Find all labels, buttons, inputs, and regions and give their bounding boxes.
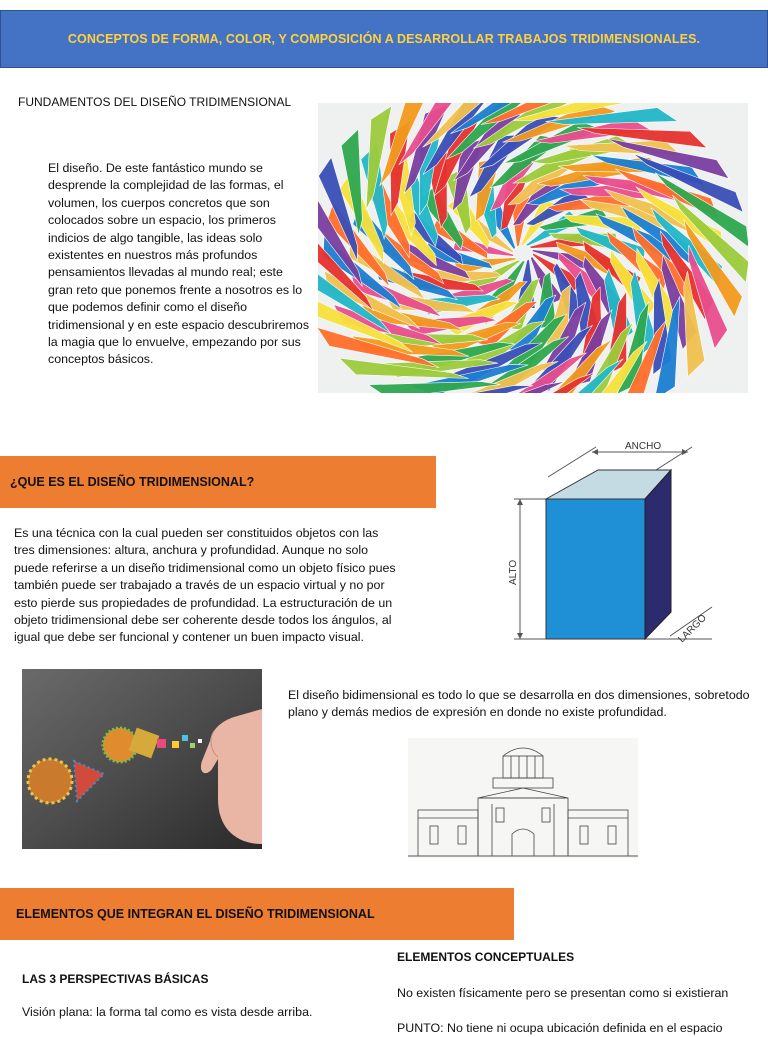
- section-heading-que-es: ¿QUE ES EL DISEÑO TRIDIMENSIONAL?: [10, 475, 255, 489]
- section-bar-que-es: [0, 456, 436, 508]
- bidimensional-paragraph: El diseño bidimensional es todo lo que se desarrolla en dos dimensiones, sobretodo plano y demás medios de expresión en donde no existe profundidad.: [288, 688, 750, 720]
- building-sketch-image: [408, 738, 638, 858]
- intro-paragraph: El diseño. De este fantástico mundo se desprende la complejidad de las formas, el volumen, los cuerpos concretos que son colocados sobre un espacio, los primeros indicios de algo tangible, las ideas solo existentes en nuestros más profundos pensamientos llevadas al mundo real; este gran reto que ponemos frente a nosotros es lo que podemos definir como el diseño tridimensional y en este espacio descubriremos la magia que lo envuelve, empezando por sus conceptos básicos.: [48, 161, 310, 367]
- conceptuales-subheading: ELEMENTOS CONCEPTUALES: [397, 950, 575, 964]
- vision-plana-text: Visión plana: la forma tal como es vista desde arriba.: [22, 1005, 313, 1019]
- spiral-paper-art-image: [318, 103, 748, 393]
- punto-text: PUNTO: No tiene ni ocupa ubicación definida en el espacio: [397, 1021, 723, 1035]
- page-banner: [0, 10, 768, 68]
- perspectivas-subheading: LAS 3 PERSPECTIVAS BÁSICAS: [22, 972, 209, 986]
- hand-paper-shapes-photo: [22, 669, 262, 849]
- conceptuales-text: No existen físicamente pero se presentan como si existieran: [397, 986, 729, 1000]
- cube-dimension-diagram: [500, 437, 715, 652]
- que-es-paragraph: Es una técnica con la cual pueden ser constituidos objetos con las tres dimensiones: altura, anchura y profundidad. Aunque no solo puede referirse a un diseño tridimensional como un objeto físico pues también puede ser trabajado a través de un espacio virtual y no por esto pierde sus propiedades de profundidad. La estructuración de un objeto tridimensional debe ser coherente desde todos los ángulos, al igual que debe ser funcional y contener un buen impacto visual.: [14, 526, 396, 645]
- ancho-label: ANCHO: [625, 441, 662, 452]
- alto-label: ALTO: [508, 559, 519, 585]
- section-heading-elementos: ELEMENTOS QUE INTEGRAN EL DISEÑO TRIDIMENSIONAL: [16, 907, 375, 921]
- banner-title: CONCEPTOS DE FORMA, COLOR, Y COMPOSICIÓN A DESARROLLAR TRABAJOS TRIDIMENSIONALES.: [67, 32, 701, 46]
- section-heading-fundamentos: FUNDAMENTOS DEL DISEÑO TRIDIMENSIONAL: [18, 95, 292, 109]
- largo-label: LARGO: [676, 612, 709, 646]
- section-bar-elementos: [0, 888, 514, 940]
